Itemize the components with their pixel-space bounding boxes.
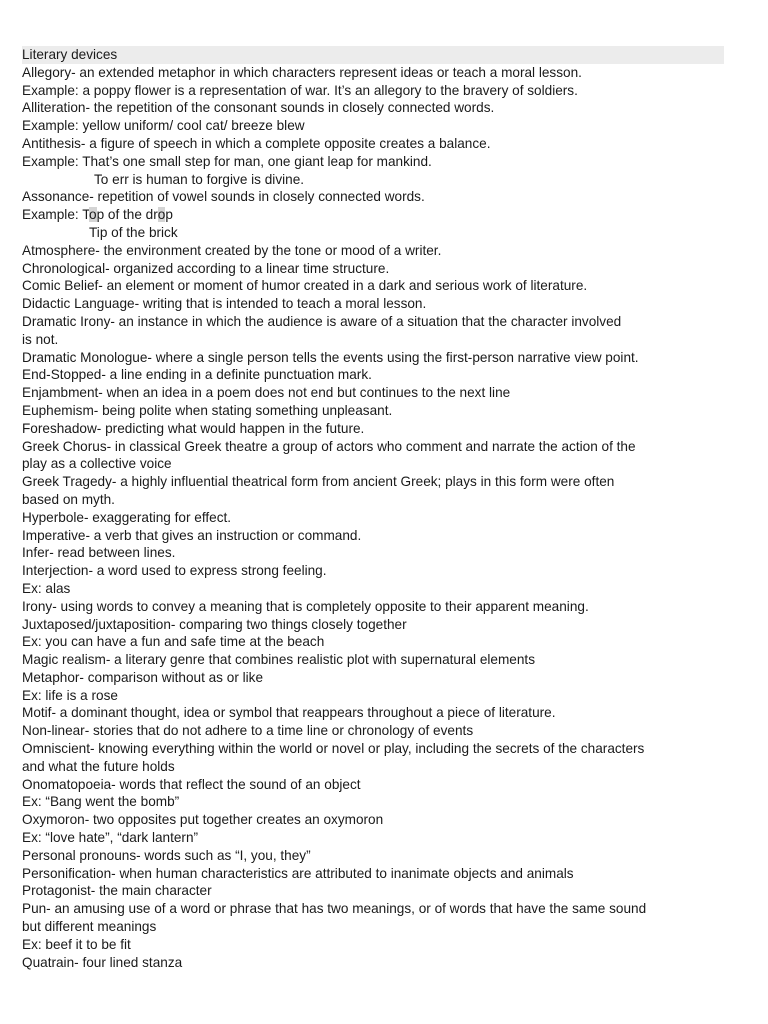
document-line: Example: That’s one small step for man, one giant leap for mankind. <box>22 153 432 169</box>
document-line: and what the future holds <box>22 758 175 774</box>
document-line: Greek Tragedy- a highly influential theatrical form from ancient Greek; plays in this form were often <box>22 474 615 490</box>
document-line: Greek Chorus- in classical Greek theatre a group of actors who comment and narrate the action of the <box>22 438 636 454</box>
document-line: Atmosphere- the environment created by the tone or mood of a writer. <box>22 242 442 258</box>
document-line: Ex: life is a rose <box>22 687 118 703</box>
document-body <box>22 64 724 972</box>
document-line: Hyperbole- exaggerating for effect. <box>22 509 232 525</box>
highlighted-vowel: o <box>89 207 97 223</box>
document-line: To err is human to forgive is divine. <box>94 171 305 187</box>
document-line: is not. <box>22 331 59 347</box>
document-line: Infer- read between lines. <box>22 545 176 561</box>
document-line: play as a collective voice <box>22 456 172 472</box>
document-line: Onomatopoeia- words that reflect the sound of an object <box>22 776 361 792</box>
document-line: Oxymoron- two opposites put together creates an oxymoron <box>22 812 384 828</box>
document-line: Ex: you can have a fun and safe time at the beach <box>22 634 325 650</box>
document-line: Omniscient- knowing everything within the world or novel or play, including the secrets of the characters <box>22 741 645 757</box>
document-line: Tip of the brick <box>89 224 178 240</box>
document-line: Pun- an amusing use of a word or phrase that has two meanings, or of words that have the same sound <box>22 901 647 917</box>
document-line: Antithesis- a figure of speech in which a complete opposite creates a balance. <box>22 135 491 151</box>
document-line: Irony- using words to convey a meaning that is completely opposite to their apparent meaning. <box>22 598 589 614</box>
document-line: End-Stopped- a line ending in a definite punctuation mark. <box>22 367 372 383</box>
document-line: Comic Belief- an element or moment of humor created in a dark and serious work of literature. <box>22 278 588 294</box>
document-page <box>22 46 724 971</box>
document-line: Ex: beef it to be fit <box>22 936 131 952</box>
document-title: Literary devices <box>22 46 724 64</box>
document-line: Protagonist- the main character <box>22 883 212 899</box>
document-line: Metaphor- comparison without as or like <box>22 669 264 685</box>
document-line: Didactic Language- writing that is intended to teach a moral lesson. <box>22 296 427 312</box>
document-line: Example: yellow uniform/ cool cat/ breeze blew <box>22 118 305 134</box>
document-line: Chronological- organized according to a linear time structure. <box>22 260 390 276</box>
document-line: Dramatic Monologue- where a single person tells the events using the first-person narrative view point. <box>22 349 639 365</box>
document-line: Alliteration- the repetition of the consonant sounds in closely connected words. <box>22 100 495 116</box>
document-line: Personification- when human characteristics are attributed to inanimate objects and animals <box>22 865 574 881</box>
document-line: Non-linear- stories that do not adhere to a time line or chronology of events <box>22 723 474 739</box>
document-line: Example: Top of the drop <box>22 207 173 223</box>
document-line: Personal pronouns- words such as “I, you, they” <box>22 847 311 863</box>
document-line: Assonance- repetition of vowel sounds in closely connected words. <box>22 189 425 205</box>
document-line: Ex: “Bang went the bomb” <box>22 794 180 810</box>
document-line: Example: a poppy flower is a representation of war. It’s an allegory to the bravery of soldiers. <box>22 82 578 98</box>
document-line: but different meanings <box>22 919 157 935</box>
document-line: Enjambment- when an idea in a poem does not end but continues to the next line <box>22 385 511 401</box>
document-line: Allegory- an extended metaphor in which characters represent ideas or teach a moral lesson. <box>22 64 582 80</box>
document-line: Juxtaposed/juxtaposition- comparing two things closely together <box>22 616 407 632</box>
document-line: Magic realism- a literary genre that combines realistic plot with supernatural elements <box>22 652 536 668</box>
document-line: based on myth. <box>22 491 115 507</box>
document-line: Imperative- a verb that gives an instruction or command. <box>22 527 362 543</box>
document-line: Euphemism- being polite when stating something unpleasant. <box>22 402 393 418</box>
document-line: Interjection- a word used to express strong feeling. <box>22 563 327 579</box>
document-line: Motif- a dominant thought, idea or symbol that reappears throughout a piece of literature. <box>22 705 556 721</box>
document-line: Ex: “love hate”, “dark lantern” <box>22 830 199 846</box>
document-line: Ex: alas <box>22 580 71 596</box>
document-line: Foreshadow- predicting what would happen in the future. <box>22 420 365 436</box>
document-line: Quatrain- four lined stanza <box>22 954 183 970</box>
highlighted-vowel: o <box>157 207 166 223</box>
document-line: Dramatic Irony- an instance in which the audience is aware of a situation that the character involved <box>22 313 622 329</box>
